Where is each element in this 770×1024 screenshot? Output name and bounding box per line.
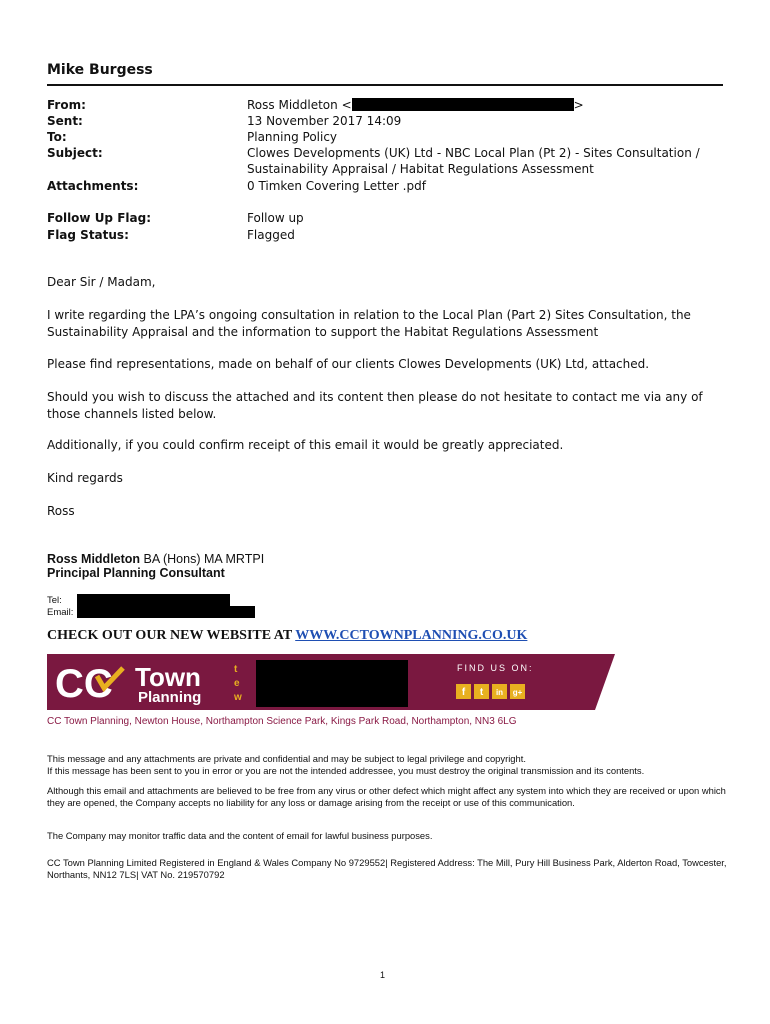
svg-text:f: f <box>461 687 466 698</box>
email-label: Email: <box>47 607 74 618</box>
from-label: From: <box>47 98 86 112</box>
to-label: To: <box>47 130 67 144</box>
website-callout <box>47 628 527 644</box>
greeting: Dear Sir / Madam, <box>47 275 156 289</box>
social-linkedin-icon[interactable] <box>492 684 507 699</box>
closing: Kind regards <box>47 471 123 485</box>
redacted-email-signature <box>77 606 255 618</box>
svg-text:t: t <box>479 687 484 698</box>
follow-up-flag-value: Follow up <box>247 211 304 225</box>
disclaimer-line-1: This message and any attachments are private and confidential and may be subject to legal privilege and copyright. <box>47 753 526 764</box>
subject-label: Subject: <box>47 146 103 160</box>
flag-status-label: Flag Status: <box>47 228 129 242</box>
tel-label: Tel: <box>47 595 62 606</box>
subject-line-1: Clowes Developments (UK) Ltd - NBC Local Plan (Pt 2) - Sites Consultation / <box>247 146 700 160</box>
company-registration: CC Town Planning Limited Registered in England & Wales Company No 9729552| Registered Address: The Mill, Pury Hill Business Park, Alderton Road, Towcester, Northants, NN12 7LS| VAT No. 219570792 <box>47 857 727 880</box>
signature-title: Principal Planning Consultant <box>47 566 225 580</box>
logo-planning: Planning <box>138 689 202 706</box>
attachment-file[interactable]: 0 Timken Covering Letter .pdf <box>247 179 426 193</box>
signature-qualifications: BA (Hons) MA MRTPI <box>140 552 265 566</box>
social-facebook-icon[interactable] <box>456 684 471 699</box>
redacted-email <box>352 98 574 111</box>
sign-off: Ross <box>47 504 75 518</box>
follow-up-flag-label: Follow Up Flag: <box>47 211 151 225</box>
redacted-contact-details <box>256 660 408 707</box>
sent-label: Sent: <box>47 114 83 128</box>
paragraph-consultation: I write regarding the LPA’s ongoing consultation in relation to the Local Plan (Part 2) Sites Consultation, the Sustainability Appraisal and the information to support the Habitat Regulations Assessment <box>47 308 691 339</box>
social-twitter-icon[interactable] <box>474 684 489 699</box>
svg-text:g+: g+ <box>512 688 523 697</box>
from-value <box>247 97 584 113</box>
signature-name <box>47 552 264 566</box>
page-number: 1 <box>380 970 386 980</box>
find-us-label: FIND US ON: <box>457 663 534 673</box>
disclaimer-monitoring: The Company may monitor traffic data and the content of email for lawful business purposes. <box>47 830 433 841</box>
disclaimer-virus: Although this email and attachments are believed to be free from any virus or other defect which might affect any system into which they are received or upon which they are opened, the Company accepts no liability for any loss or damage arising from the receipt or use of this communication. <box>47 785 726 808</box>
paragraph-representations: Please find representations, made on behalf of our clients Clowes Developments (UK) Ltd, attached. <box>47 357 650 371</box>
website-callout-text: CHECK OUT OUR NEW WEBSITE AT <box>47 628 296 643</box>
paragraph-confirm: Additionally, if you could confirm receipt of this email it would be greatly appreciated. <box>47 438 564 452</box>
disclaimer-confidential <box>47 753 727 777</box>
svg-text:in: in <box>495 688 504 697</box>
header-divider <box>47 84 723 86</box>
signature-person: Ross Middleton <box>47 552 141 566</box>
cc-town-planning-banner <box>47 654 615 710</box>
flag-status-value: Flagged <box>247 228 295 242</box>
contact-e: e <box>234 678 240 689</box>
social-googleplus-icon[interactable] <box>510 684 525 699</box>
paragraph-contact: Should you wish to discuss the attached and its content then please do not hesitate to contact me via any of those channels listed below. <box>47 390 703 421</box>
sent-value: 13 November 2017 14:09 <box>247 114 402 128</box>
from-close: > <box>573 98 584 112</box>
subject-line-2: Sustainability Appraisal / Habitat Regulations Assessment <box>247 162 594 176</box>
attachments-label: Attachments: <box>47 179 139 193</box>
to-value: Planning Policy <box>247 130 338 144</box>
sender-name: Ross Middleton < <box>247 98 352 112</box>
contact-t: t <box>234 664 238 675</box>
mailbox-owner: Mike Burgess <box>47 62 153 78</box>
logo-cc: CC <box>55 662 113 706</box>
logo-town: Town <box>135 662 201 692</box>
disclaimer-line-2: If this message has been sent to you in error or you are not the intended addressee, you must destroy the original transmission and its contents. <box>47 765 645 776</box>
office-address: CC Town Planning, Newton House, Northampton Science Park, Kings Park Road, Northampton, NN3 6LG <box>47 716 517 727</box>
contact-w: w <box>234 692 242 703</box>
redacted-tel <box>77 594 230 606</box>
website-link[interactable]: WWW.CCTOWNPLANNING.CO.UK <box>295 628 528 643</box>
